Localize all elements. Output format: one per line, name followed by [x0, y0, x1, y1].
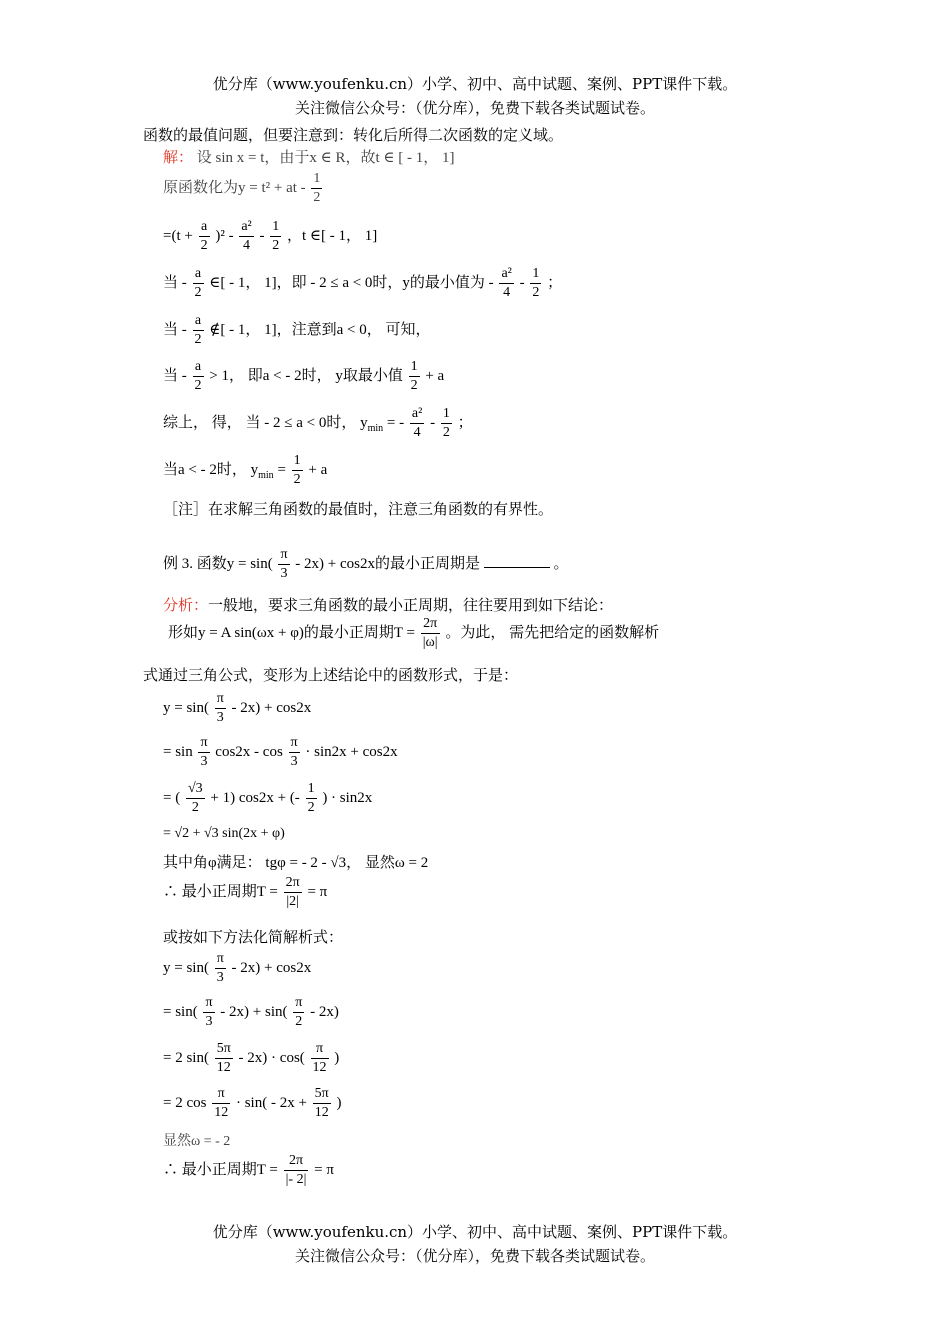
page-header-line2: 关注微信公众号：（优分库），免费下载各类试题试卷。 [294, 99, 655, 117]
derivation2-step6: ∴ 最小正周期T = $\frac{2\pi}{|- 2|}$ = π [163, 1153, 334, 1187]
page-header-line1: 优分库（www.youfenku.cn）小学、初中、高中试题、案例、PPT课件下载。 [212, 75, 738, 93]
solution-label: 解： [163, 150, 194, 166]
derivation1-step1: y = sin( $\frac{\pi}{3}$ - 2x) + cos2x [163, 691, 312, 725]
intro-text: 函数的最值问题，但要注意到：转化后所得二次函数的定义域。 [143, 126, 564, 144]
derivation1-step4: = √2 + √3 sin(2x + φ) [163, 826, 285, 841]
derivation1-step2: = sin $\frac{\pi}{3}$ cos2x - cos $\frac{\pi}{3}$ · sin2x + cos2x [163, 735, 398, 769]
derivation2-step5: 显然ω = - 2 [163, 1134, 231, 1149]
example-3-question: 例 3. 函数y = sin( $\frac{\pi}{3}$ - 2x) + cos2x的最小正周期是 。 [163, 547, 569, 581]
answer-blank [484, 553, 550, 568]
solution-line-5: 当 - $\frac{a}{2}$ ∉[ - 1， 1]，注意到a < 0， 可知， [163, 313, 431, 347]
period-formula-line: 形如y = A sin(ωx + φ)的最小正周期T = $\frac{2\pi}{|\omega|}$ 。为此， 需先把给定的函数解析 [168, 616, 660, 650]
solution-line-7: 综上， 得， 当 - 2 ≤ a < 0时， $y_{min}$ = - $\frac{\text{a²}}{4}$ - $\frac{1}{2}$ ； [163, 406, 473, 440]
solution-line-3: =(t + $\frac{a}{2}$ )² - $\frac{\text{a²}}{4}$ - $\frac{1}{2}$ ，t ∈[ - 1， 1] [163, 219, 378, 253]
solution-line-4: 当 - $\frac{a}{2}$ ∈[ - 1， 1]，即 - 2 ≤ a < 0时，y的最小值为 - $\frac{\text{a²}}{4}$ - $\frac{1}{2}$ ； [163, 266, 563, 300]
derivation2-step1: y = sin( $\frac{\pi}{3}$ - 2x) + cos2x [163, 951, 312, 985]
note-text: ［注］在求解三角函数的最值时，注意三角函数的有界性。 [163, 500, 554, 518]
derivation2-step3: = 2 sin( $\frac{5\pi}{12}$ - 2x) · cos( $\frac{\pi}{12}$ ) [163, 1041, 340, 1075]
solution-line-8: 当a < - 2时， $y_{min}$ = $\frac{1}{2}$ + a [163, 453, 328, 487]
alternative-method-heading: 或按如下方法化简解析式： [163, 928, 344, 946]
solution-line-6: 当 - $\frac{a}{2}$ > 1， 即a < - 2时， y取最小值 $\frac{1}{2}$ + a [163, 359, 445, 393]
derivation2-step4: = 2 cos $\frac{\pi}{12}$ · sin( - 2x + $\frac{5\pi}{12}$ ) [163, 1086, 342, 1120]
analysis-label: 分析： [163, 596, 209, 614]
page-footer-line2: 关注微信公众号：（优分库），免费下载各类试题试卷。 [294, 1247, 655, 1265]
solution-line-1: 解： 设 sin x = t，由于x ∈ R，故t ∈ [ - 1， 1] [163, 150, 455, 166]
derivation2-step2: = sin( $\frac{\pi}{3}$ - 2x) + sin( $\frac{\pi}{2}$ - 2x) [163, 995, 339, 1029]
solution-line-2: 原函数化为y = t² + at - $\frac{1}{2}$ [163, 171, 321, 205]
derivation1-step6: ∴ 最小正周期T = $\frac{2\pi}{|2|}$ = π [163, 875, 328, 909]
derivation1-step5: 其中角φ满足： tgφ = - 2 - √3， 显然ω = 2 [163, 855, 429, 871]
analysis-line: 分析：一般地，要求三角函数的最小正周期，往往要用到如下结论： [163, 596, 614, 614]
analysis-continued: 式通过三角公式，变形为上述结论中的函数形式，于是： [143, 666, 519, 684]
page-footer-line1: 优分库（www.youfenku.cn）小学、初中、高中试题、案例、PPT课件下载。 [212, 1223, 738, 1241]
derivation1-step3: = ( $\frac{√3}{2}$ + 1) cos2x + (- $\frac{1}{2}$ ) · sin2x [163, 781, 373, 815]
